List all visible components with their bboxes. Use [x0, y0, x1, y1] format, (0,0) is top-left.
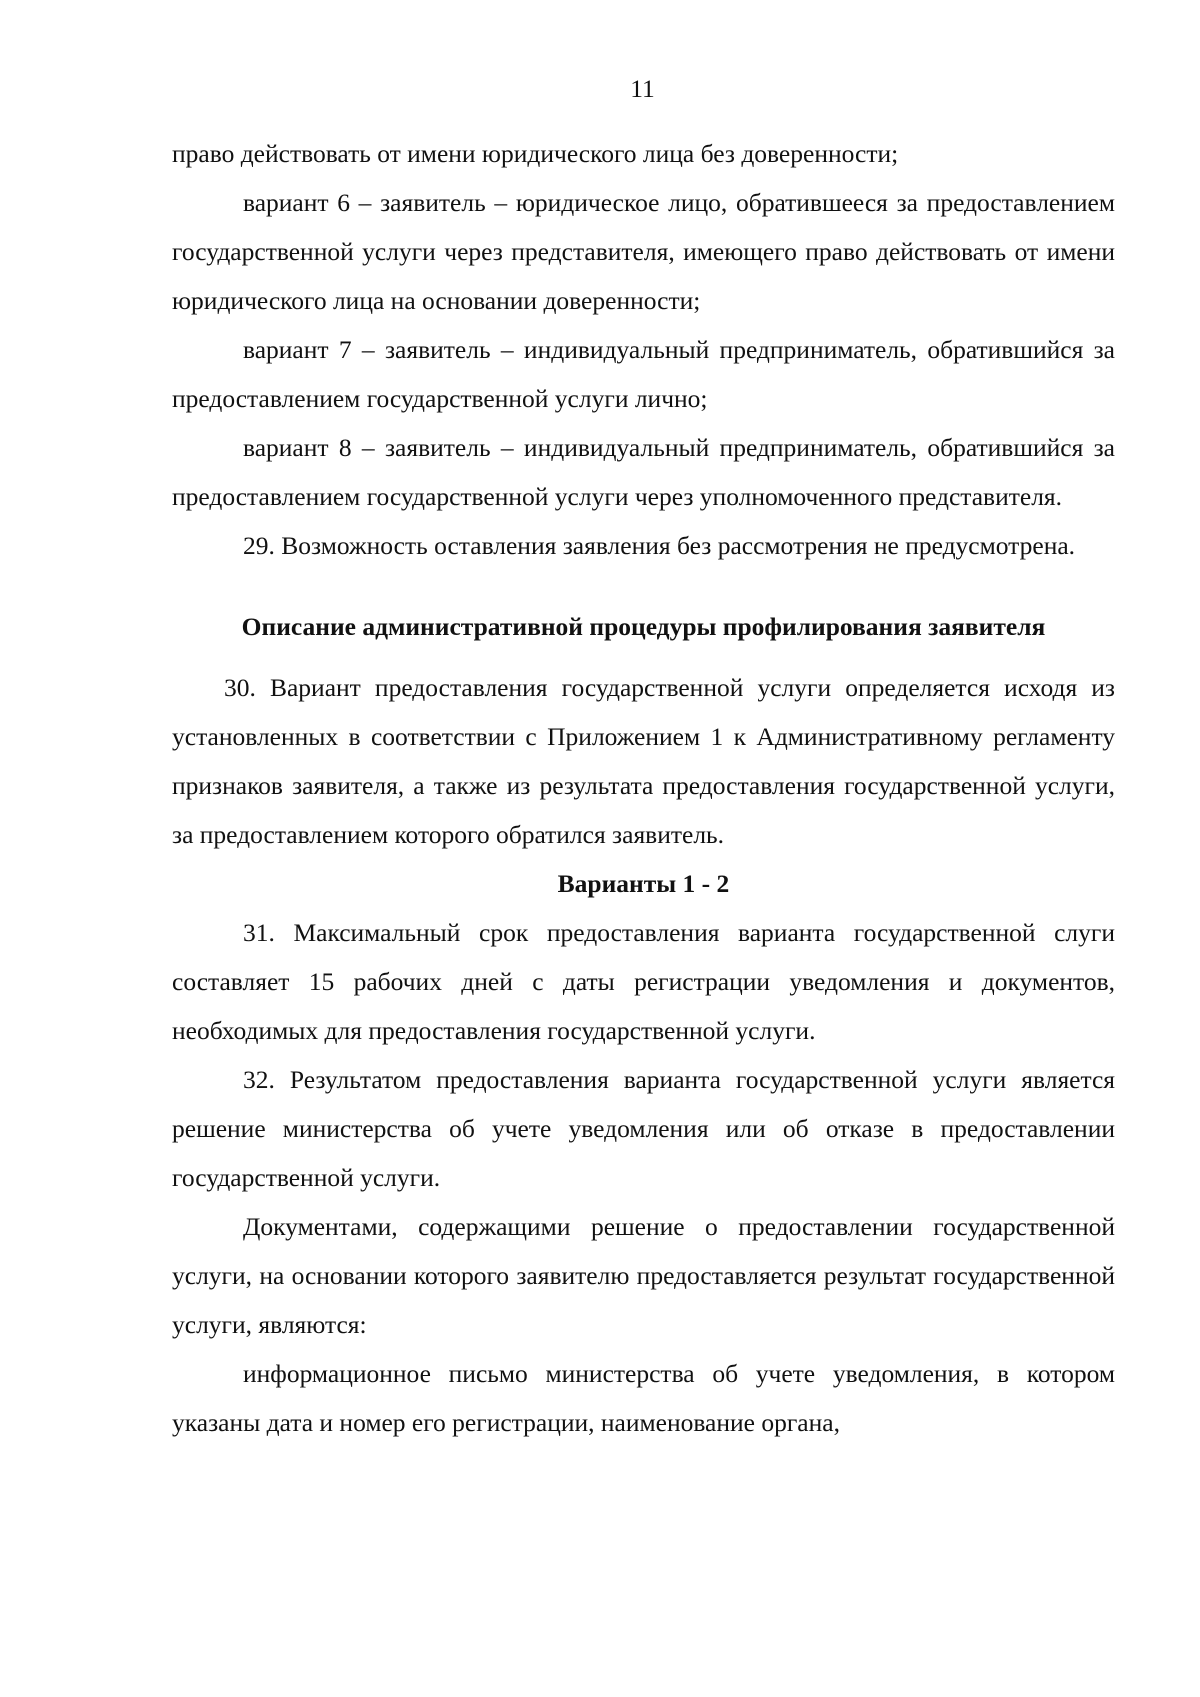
page-number: 11 — [630, 74, 655, 103]
paragraph-29: 29. Возможность оставления заявления без рассмотрения не предусмотрена. — [243, 531, 1076, 560]
paragraph-31: 31. Максимальный срок предоставления варианта государственной слуги составляет 15 рабочих дней с даты регистрации уведомления и документов, необходимых для предоставления государственной услуги. — [172, 918, 1115, 1045]
document-body — [172, 129, 1115, 1447]
paragraph-30: 30. Вариант предоставления государственной услуги определяется исходя из установленных в соответствии с Приложением 1 к Административному регламенту признаков заявителя, а также из результата предоставления государственной услуги, за предоставлением которого обратился заявитель. — [172, 673, 1115, 849]
section-heading-profiling: Описание административной процедуры профилирования заявителя — [241, 612, 1046, 641]
paragraph-documents: Документами, содержащими решение о предоставлении государственной услуги, на основании которого заявителю предоставляется результат государственной услуги, являются: — [172, 1212, 1115, 1339]
paragraph-info-letter: информационное письмо министерства об учете уведомления, в котором указаны дата и номер его регистрации, наименование органа, — [172, 1359, 1115, 1437]
section-heading-variants: Варианты 1 - 2 — [557, 869, 730, 898]
paragraph-variant-8: вариант 8 – заявитель – индивидуальный предприниматель, обратившийся за предоставлением государственной услуги через уполномоченного представителя. — [172, 433, 1115, 511]
paragraph-continuation: право действовать от имени юридического лица без доверенности; — [172, 139, 899, 168]
paragraph-variant-6: вариант 6 – заявитель – юридическое лицо, обратившееся за предоставлением государственной услуги через представителя, имеющего право действовать от имени юридического лица на основании доверенности; — [172, 188, 1115, 315]
paragraph-32: 32. Результатом предоставления варианта государственной услуги является решение министерства об учете уведомления или об отказе в предоставлении государственной услуги. — [172, 1065, 1115, 1192]
paragraph-variant-7: вариант 7 – заявитель – индивидуальный предприниматель, обратившийся за предоставлением государственной услуги лично; — [172, 335, 1115, 413]
